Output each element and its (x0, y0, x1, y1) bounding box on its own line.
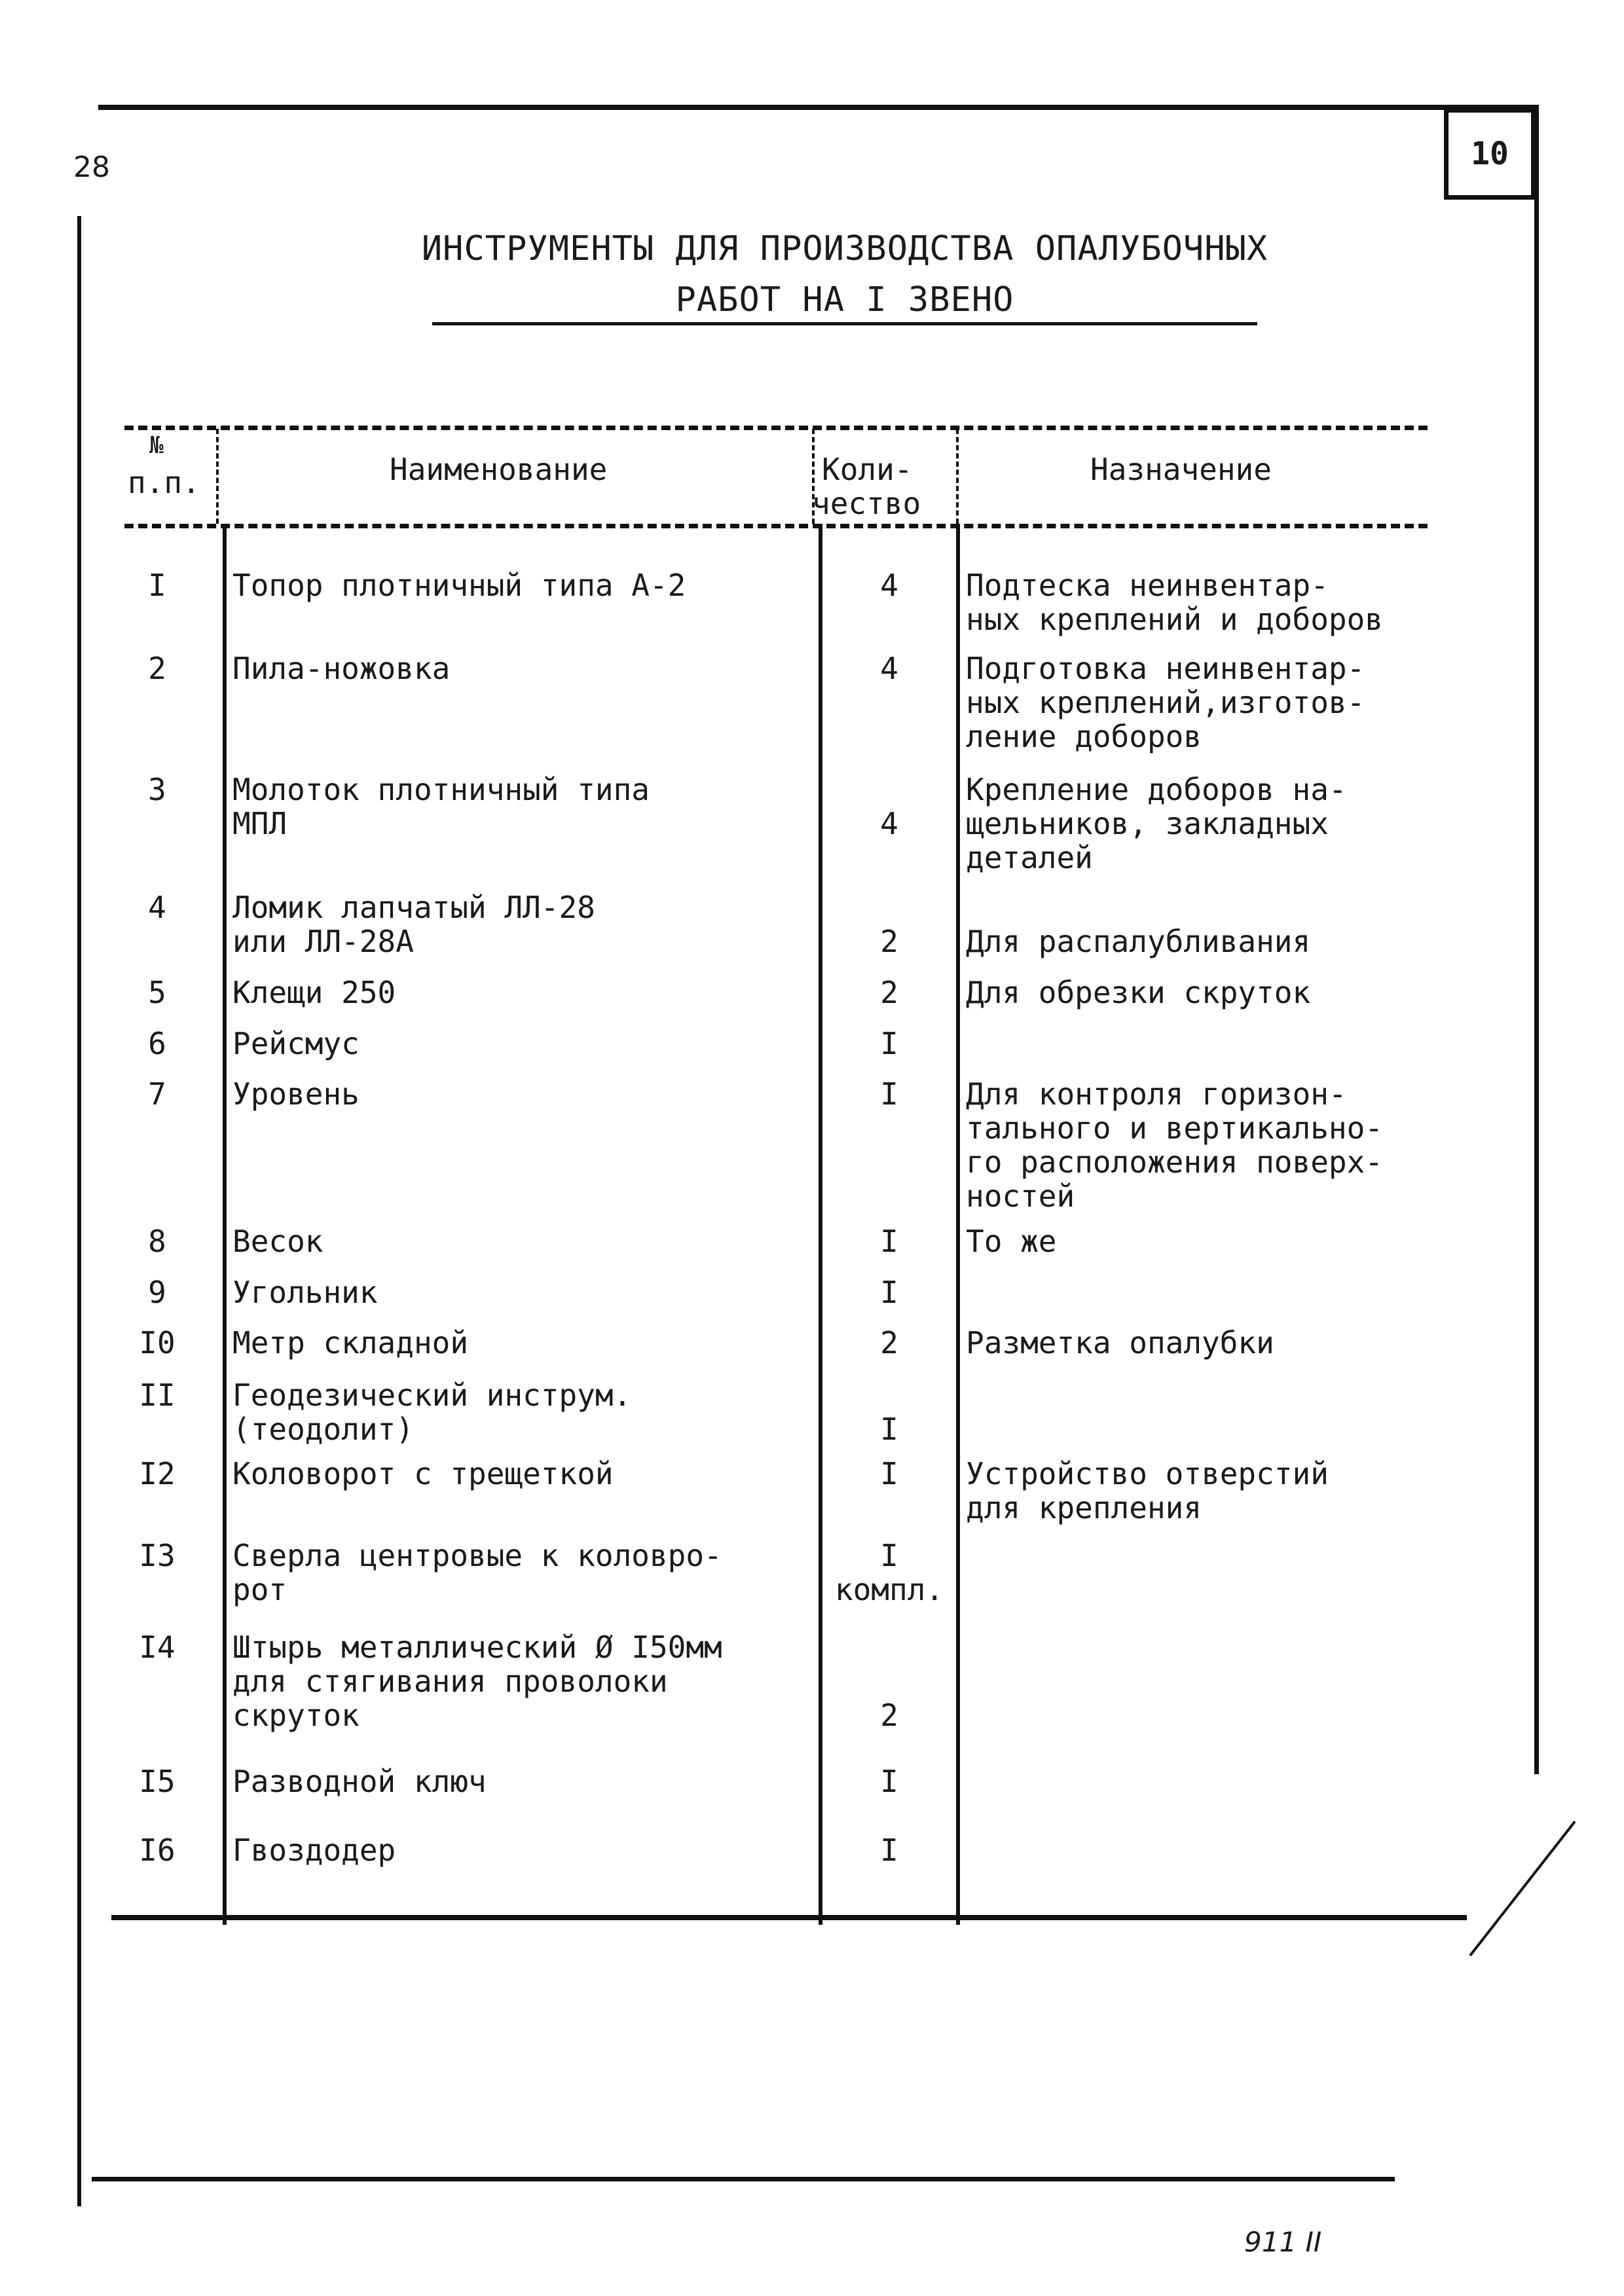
row-2-purpose: Подготовка неинвентар- ных креплений,изготов- ление доборов (966, 651, 1365, 754)
row-10-quantity: 2 (880, 1325, 898, 1360)
table-top-rule (124, 426, 1428, 430)
row-8-quantity: I (880, 1224, 898, 1259)
row-10-purpose: Разметка опалубки (966, 1325, 1274, 1360)
row-11-name: Геодезический инструм. (теодолит) (232, 1377, 632, 1447)
row-9-name: Угольник (232, 1275, 378, 1310)
frame-left-border (77, 216, 81, 2206)
row-2-quantity: 4 (880, 651, 898, 686)
row-12-name: Коловорот с трещеткой (232, 1456, 614, 1491)
row-8-number: 8 (148, 1224, 166, 1259)
row-14-name: Штырь металлический Ø I50мм для стягивания проволоки скруток (232, 1630, 722, 1733)
row-12-quantity: I (880, 1456, 898, 1491)
row-6-name: Рейсмус (232, 1026, 360, 1061)
sheet-number-box (1444, 108, 1536, 200)
col-divider-1 (223, 524, 227, 1925)
row-12-number: I2 (139, 1456, 175, 1491)
sheet-number: 10 (1471, 136, 1509, 172)
row-13-name: Сверла центровые к коловро- рот (232, 1538, 722, 1607)
header-col-divider-3 (956, 429, 959, 524)
row-11-number: II (139, 1377, 175, 1413)
row-9-quantity: I (880, 1275, 898, 1310)
header-num: п.п. (128, 465, 200, 500)
row-5-quantity: 2 (880, 975, 898, 1010)
row-7-purpose: Для контроля горизон- тального и вертикально- го расположения поверх- ностей (966, 1076, 1383, 1214)
header-name: Наименование (390, 452, 608, 487)
header-qty-line-1: Коли- (822, 452, 913, 487)
page-number: 28 (73, 151, 110, 184)
document-title-line-2: РАБОТ НА I ЗВЕНО (675, 280, 1014, 319)
row-14-number: I4 (139, 1630, 175, 1665)
row-2-name: Пила-ножовка (232, 651, 451, 686)
row-4-number: 4 (148, 890, 166, 925)
header-qty-line-2: чество (812, 486, 921, 521)
row-13-quantity: I компл. (834, 1538, 944, 1607)
row-5-name: Клещи 250 (232, 975, 396, 1010)
header-col-divider-1 (216, 429, 219, 524)
header-num-symbol: № (149, 432, 164, 459)
row-4-name: Ломик лапчатый ЛЛ-28 или ЛЛ-28А (232, 890, 595, 959)
header-purpose: Назначение (1090, 452, 1272, 487)
corner-stroke (1469, 1821, 1576, 1956)
row-13-number: I3 (139, 1538, 175, 1573)
row-5-purpose: Для обрезки скруток (966, 975, 1311, 1010)
row-1-purpose: Подтеска неинвентар- ных креплений и доборов (966, 568, 1383, 637)
row-15-quantity: I (880, 1764, 898, 1799)
frame-right-border (1534, 105, 1539, 1774)
row-15-number: I5 (139, 1764, 175, 1799)
row-3-name: Молоток плотничный типа МПЛ (232, 772, 650, 841)
row-14-quantity: 2 (880, 1698, 898, 1733)
row-16-name: Гвоздодер (232, 1832, 396, 1868)
frame-bottom-border (92, 2177, 1395, 2181)
row-4-quantity: 2 (880, 924, 898, 959)
row-3-quantity: 4 (880, 806, 898, 841)
row-4-purpose: Для распалубливания (966, 924, 1311, 959)
row-8-name: Весок (232, 1224, 323, 1259)
row-7-quantity: I (880, 1076, 898, 1112)
row-11-quantity: I (880, 1412, 898, 1447)
row-12-purpose: Устройство отверстий для крепления (966, 1456, 1329, 1525)
row-5-number: 5 (148, 975, 166, 1010)
header-bottom-rule (124, 524, 1428, 528)
row-8-purpose: То же (966, 1224, 1057, 1259)
row-9-number: 9 (148, 1275, 166, 1310)
row-3-number: 3 (148, 772, 166, 807)
row-1-quantity: 4 (880, 568, 898, 603)
footer-code: 911 II (1244, 2226, 1322, 2258)
row-6-number: 6 (148, 1026, 166, 1061)
row-1-number: I (148, 568, 166, 603)
row-15-name: Разводной ключ (232, 1764, 487, 1799)
title-underline (432, 322, 1257, 325)
row-10-number: I0 (139, 1325, 175, 1360)
row-7-number: 7 (148, 1076, 166, 1112)
row-16-number: I6 (139, 1832, 175, 1868)
row-10-name: Метр складной (232, 1325, 469, 1360)
row-2-number: 2 (148, 651, 166, 686)
row-6-quantity: I (880, 1026, 898, 1061)
table-bottom-rule (111, 1915, 1467, 1920)
row-3-purpose: Крепление доборов на- щельников, закладных деталей (966, 772, 1347, 875)
row-16-quantity: I (880, 1832, 898, 1868)
row-7-name: Уровень (232, 1076, 360, 1112)
document-title-line-1: ИНСТРУМЕНТЫ ДЛЯ ПРОИЗВОДСТВА ОПАЛУБОЧНЫХ (421, 229, 1268, 268)
frame-top-border (98, 105, 1539, 110)
row-1-name: Топор плотничный типа А-2 (232, 568, 686, 603)
